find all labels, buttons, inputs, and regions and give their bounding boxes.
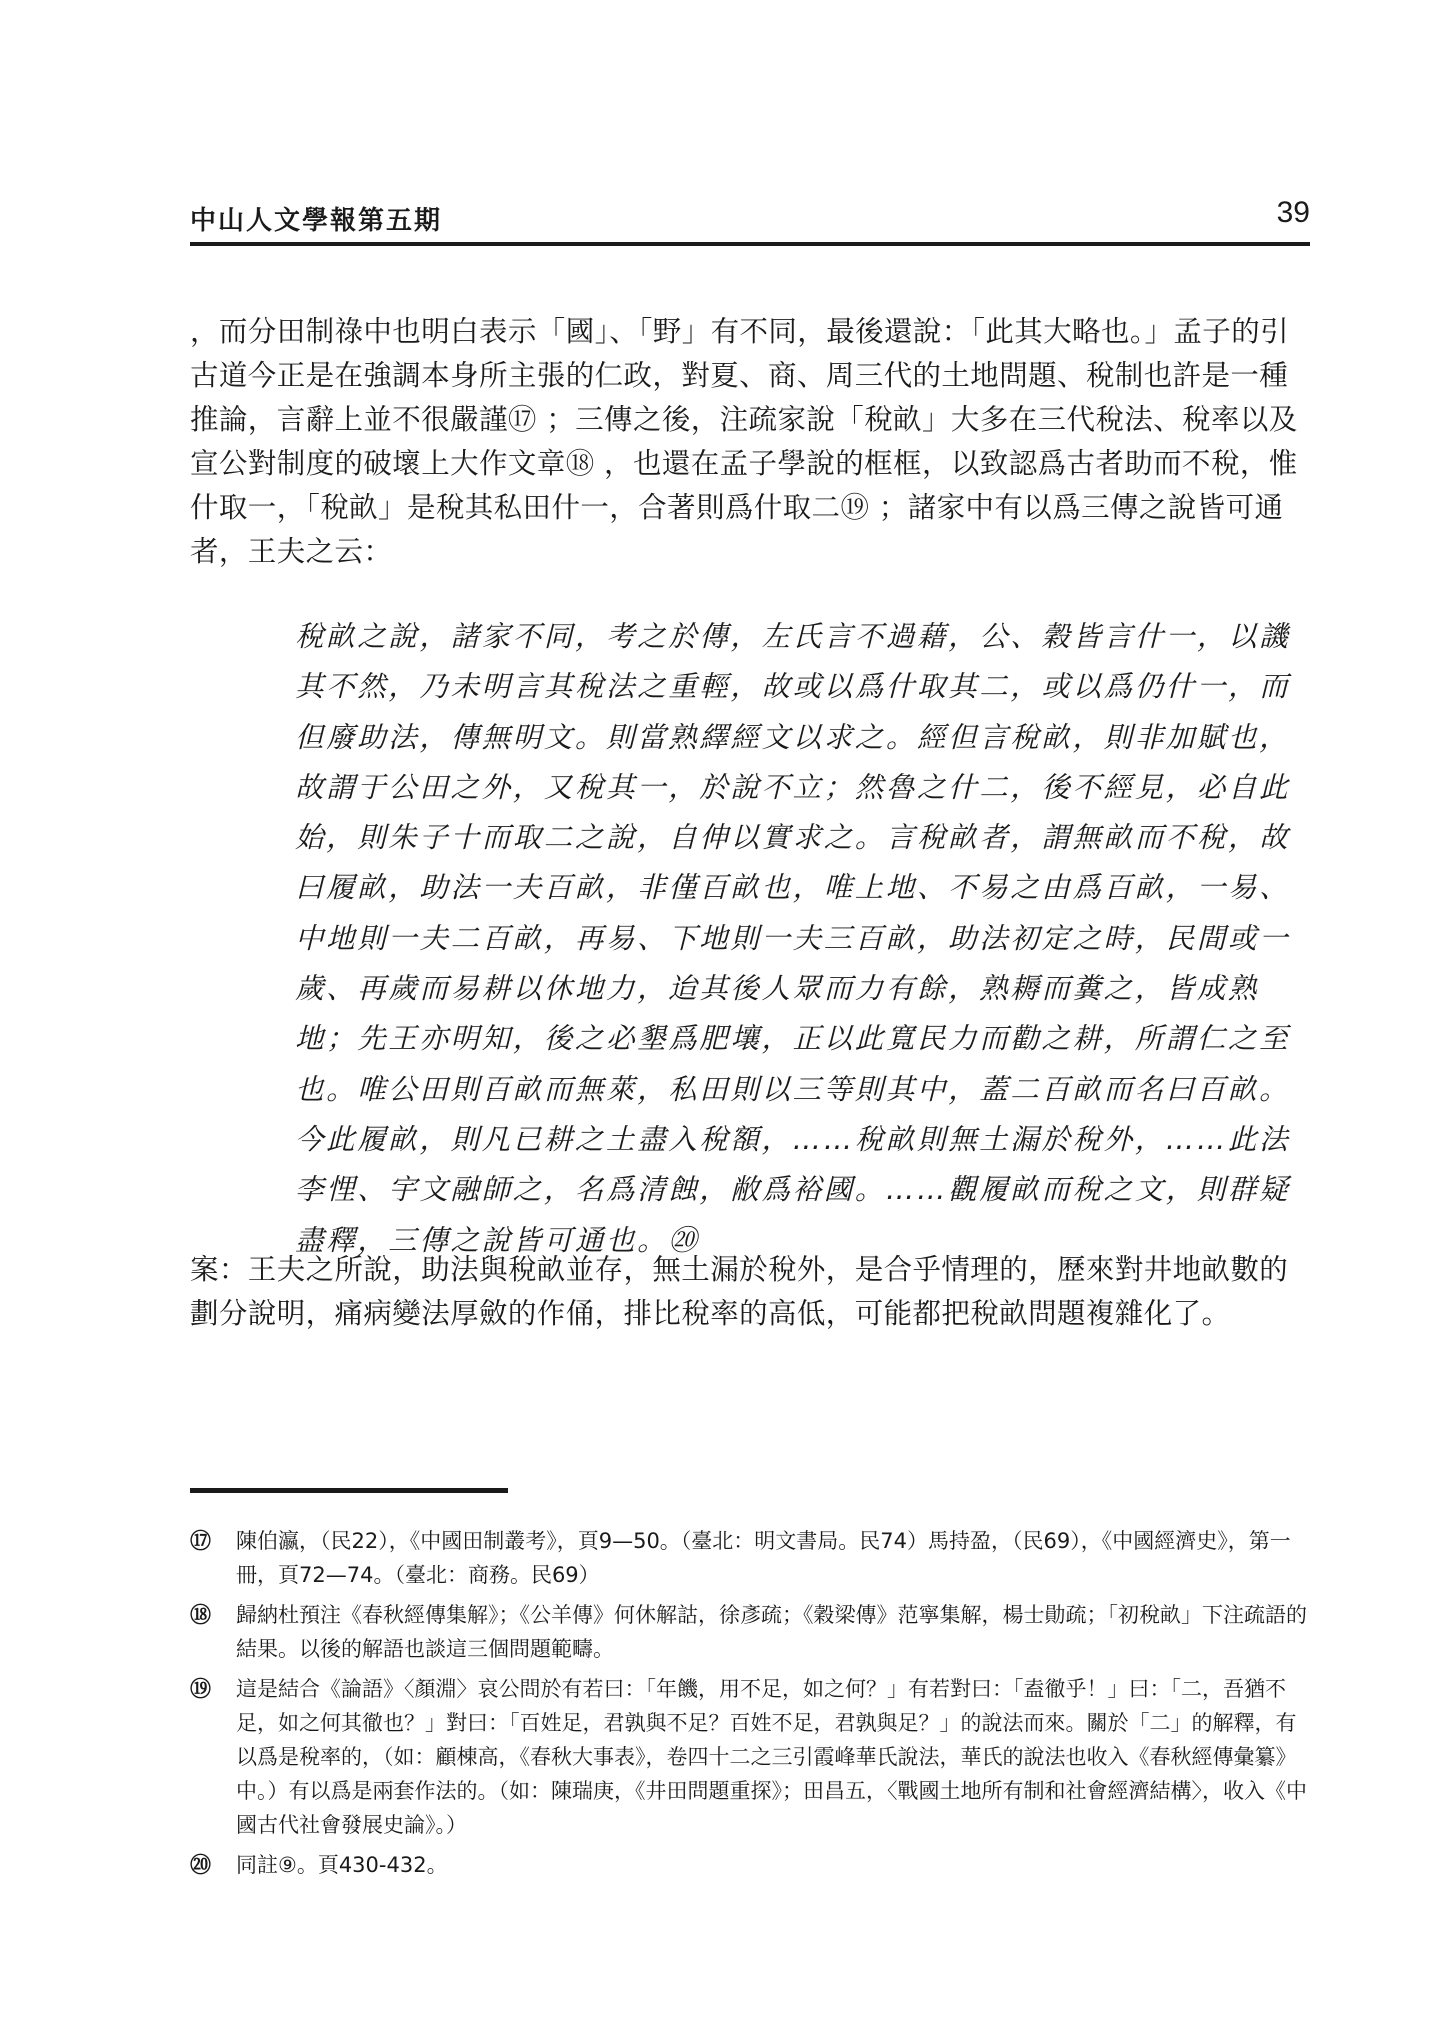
footnote-text: 這是結合《論語》〈顏淵〉哀公問於有若曰：「年饑，用不足，如之何？」有若對曰：「盍徹乎！」曰：「二，吾猶不足，如之何其徹也？」對曰：「百姓足，君孰與不足？百姓不足，君孰與足？」的說法而來。關於「二」的解釋，有以爲是稅率的，（如：顧棟高，《春秋大事表》，卷四十二之三引霞峰華氏說法，華氏的說法也收入《春秋經傳彙纂》中。）有以爲是兩套作法的。（如：陳瑞庚，《井田問題重探》；田昌五，〈戰國土地所有制和社會經濟結構〉，收入《中國古代社會發展史論》。） <box>236 1677 1307 1837</box>
journal-title: 中山人文學報第五期 <box>190 206 443 236</box>
footnote <box>190 1848 1310 1882</box>
block-quote: 稅畝之說，諸家不同，考之於傳，左氏言不過藉，公、穀皆言什一，以譏其不然，乃未明言其稅法之重輕，故或以爲什取其二，或以爲仍什一，而但廢助法，傳無明文。則當熟繹經文以求之。經但言稅畝，則非加賦也，故謂于公田之外，又稅其一，於說不立；然魯之什二，後不經見，必自此始，則朱子十而取二之說，自伸以實求之。言稅畝者，謂無畝而不稅，故曰履畝，助法一夫百畝，非僅百畝也，唯上地、不易之由爲百畝，一易、中地則一夫二百畝，再易、下地則一夫三百畝，助法初定之時，民間或一歲、再歲而易耕以休地力，迨其後人眾而力有餘，熟耨而糞之，皆成熟地；先王亦明知，後之必墾爲肥壤，正以此寬民力而勸之耕，所謂仁之至也。唯公田則百畝而無萊，私田則以三等則其中，蓋二百畝而名曰百畝。今此履畝，則凡已耕之土盡入稅額，……稅畝則無土漏於稅外，……此法李悝、宇文融師之，名爲清蝕，敝爲裕國。……觀履畝而稅之文，則群疑盡釋，三傳之說皆可通也。⑳ <box>295 620 1291 1257</box>
footnote-mark: ⑰ <box>190 1529 211 1553</box>
footnote-text: 同註⑨。頁430-432。 <box>236 1853 448 1877</box>
footnote-mark: ⑱ <box>190 1603 211 1627</box>
footnote-mark: ⑲ <box>190 1677 211 1701</box>
header-rule <box>190 242 1310 246</box>
running-header <box>190 196 1310 244</box>
body-paragraph-1: ，而分田制祿中也明白表示「國」、「野」有不同，最後還說：「此其大略也。」孟子的引古道今正是在強調本身所主張的仁政，對夏、商、周三代的土地問題、稅制也許是一種推論，言辭上並不很嚴謹⑰ ；三傳之後，注疏家說「稅畝」大多在三代稅法、稅率以及宣公對制度的破壞上大作文章⑱ ，也還在孟子學說的框框，以致認爲古者助而不稅，惟什取一，「稅畝」是稅其私田什一，合著則爲什取二⑲ ；諸家中有以爲三傳之說皆可通者，王夫之云： <box>190 315 1298 568</box>
footnote-separator <box>190 1488 508 1493</box>
body-paragraph-2: 案：王夫之所說，助法與稅畝並存，無土漏於稅外，是合乎情理的，歷來對井地畝數的劃分說明，痛病變法厚斂的作俑，排比稅率的高低，可能都把稅畝問題複雜化了。 <box>190 1253 1289 1330</box>
footnote <box>190 1672 1310 1842</box>
footnote-text: 陳伯瀛，（民22），《中國田制叢考》，頁9—50。（臺北：明文書局。民74）馬持盈，（民69），《中國經濟史》，第一冊，頁72—74。（臺北：商務。民69） <box>236 1529 1291 1587</box>
footnotes <box>190 1524 1310 1888</box>
page-number: 39 <box>1276 196 1310 229</box>
footnote <box>190 1524 1310 1592</box>
footnote-mark: ⑳ <box>190 1853 211 1877</box>
footnote <box>190 1598 1310 1666</box>
footnote-text: 歸納杜預注《春秋經傳集解》；《公羊傳》何休解詁，徐彥疏；《穀梁傳》范寧集解，楊士勛疏；「初稅畝」下注疏語的結果。以後的解語也談這三個問題範疇。 <box>236 1603 1307 1661</box>
